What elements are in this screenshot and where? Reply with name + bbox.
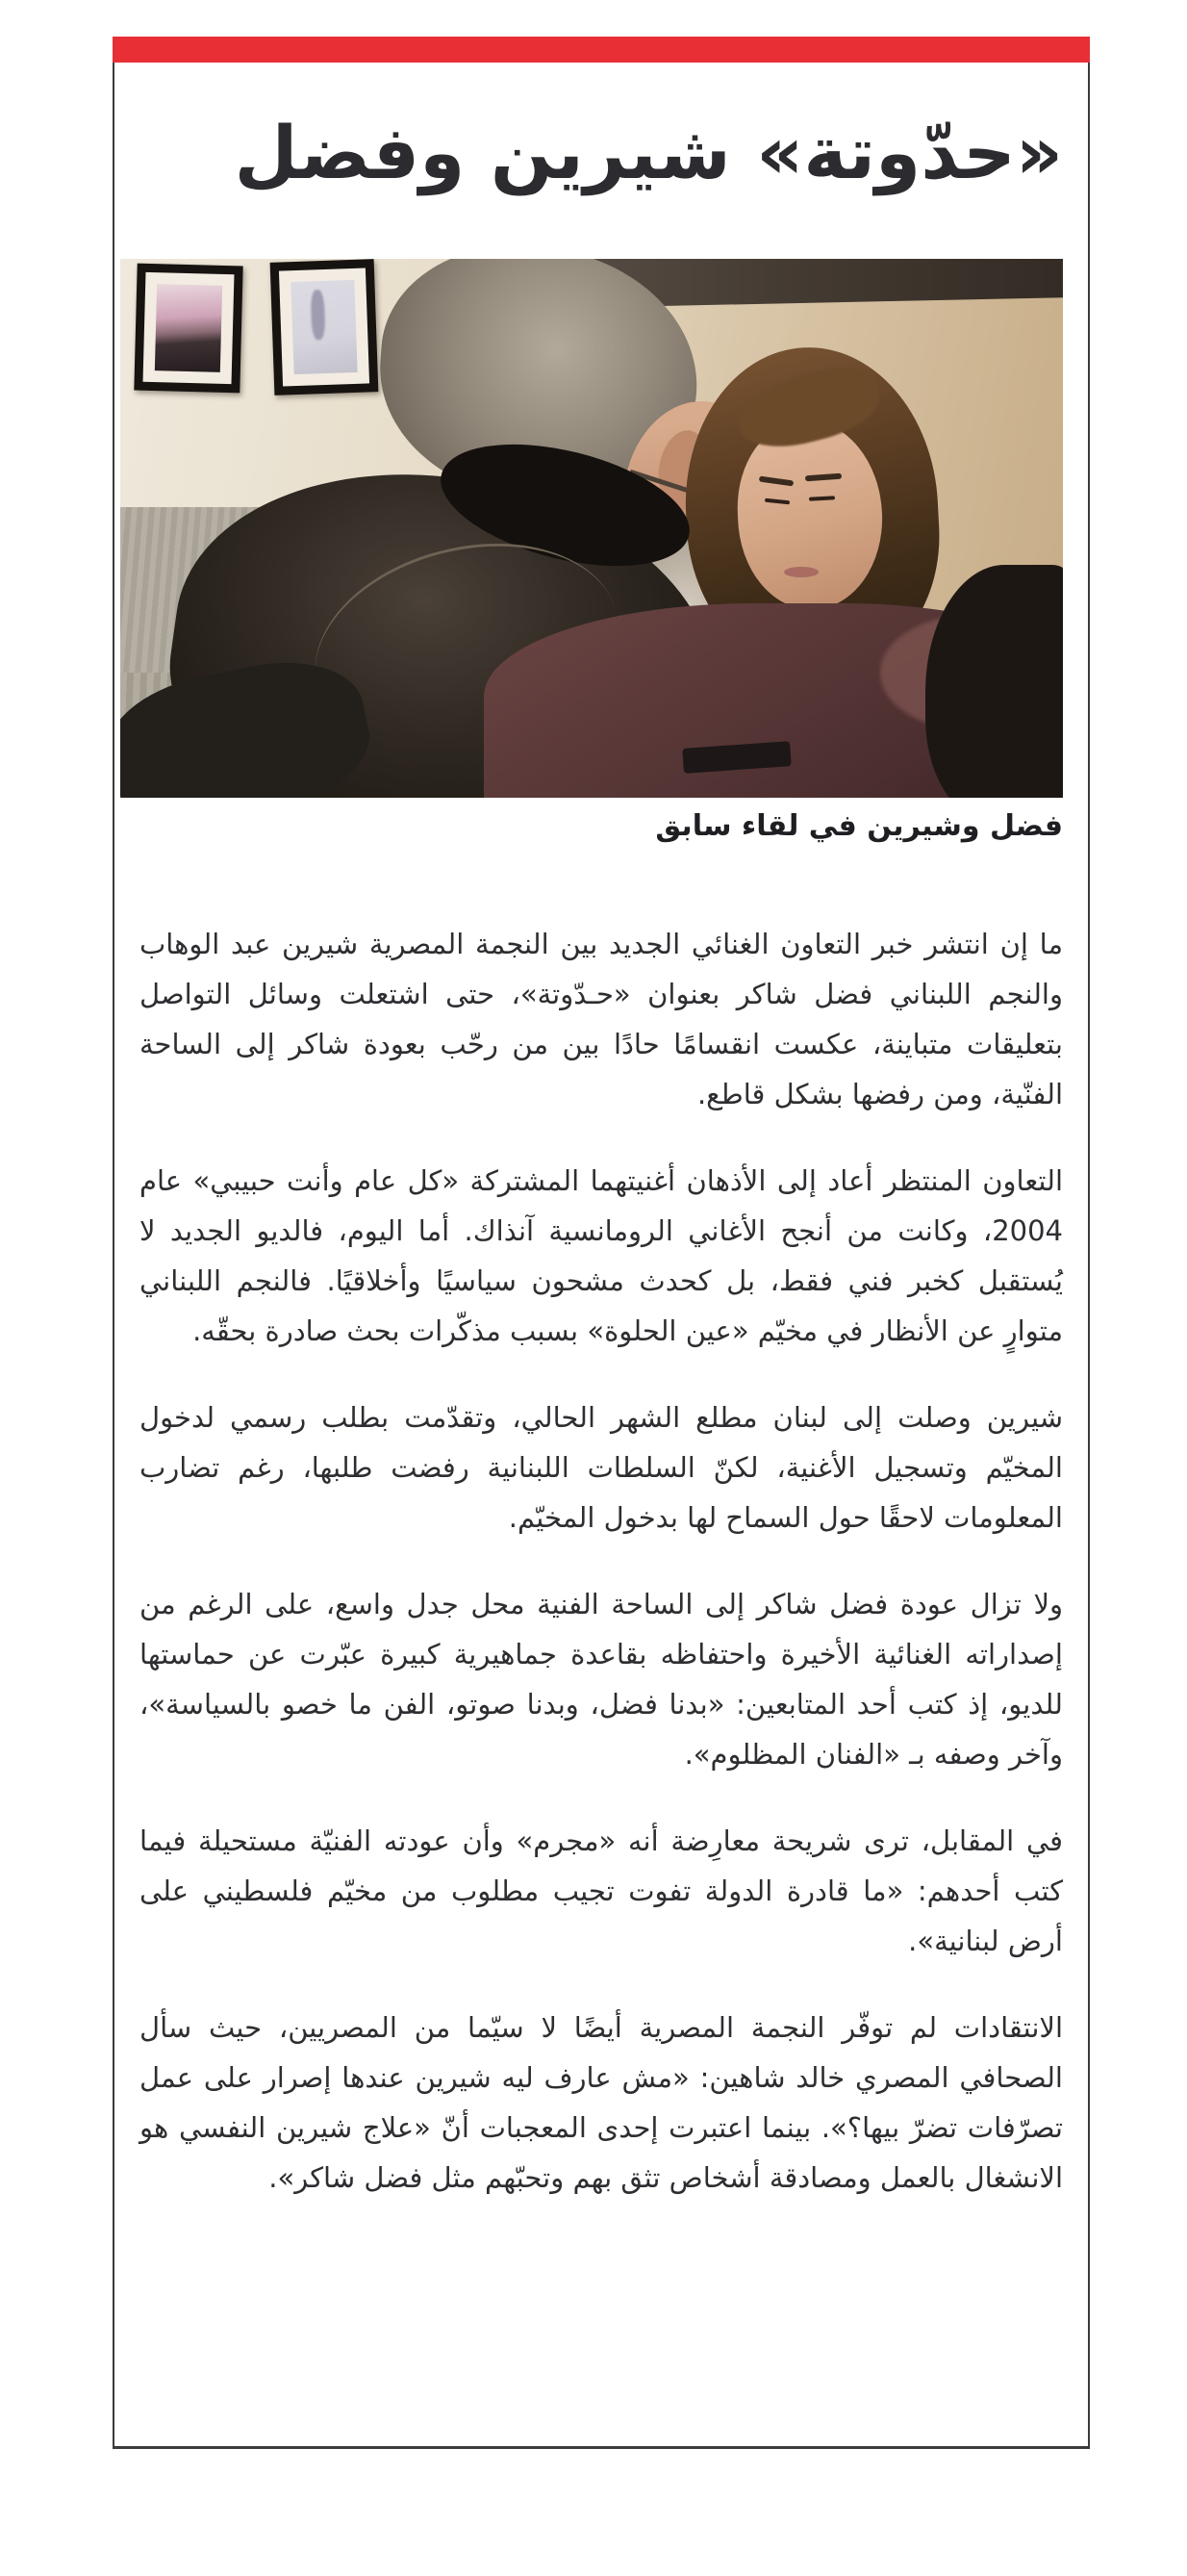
- photo-caption: فضل وشيرين في لقاء سابق: [655, 808, 1063, 843]
- picture-art-mountain: [155, 284, 222, 372]
- top-accent-bar: [113, 37, 1090, 63]
- person-in-black-right: [925, 565, 1063, 798]
- article-paragraph: الانتقادات لم توفّر النجمة المصرية أيضًا لا سيّما من المصريين، حيث سأل الصحافي المصري خالد شاهين: «مش عارف ليه شيرين عندها إصرار على عمل تصرّفات تضرّ بيها؟». بينما اعتبرت إحدى المعجبات أنّ «علاج شيرين النفسي هو الانشغال بالعمل ومصادقة أشخاص تثق بهم وتحبّهم مثل فضل شاكر».: [139, 2011, 1063, 2195]
- article-paragraph: في المقابل، ترى شريحة معارِضة أنه «مجرم» وأن عودته الفنيّة مستحيلة فيما كتب أحدهم: «ما قادرة الدولة تفوت تجيب مطلوب من مخيّم فلسطيني على أرض لبنانية».: [139, 1824, 1063, 1958]
- woman-lips: [784, 567, 819, 577]
- framed-picture-left: [134, 263, 242, 393]
- article-paragraph: التعاون المنتظر أعاد إلى الأذهان أغنيتهما المشتركة «كل عام وأنت حبيبي» عام 2004، وكانت من أنجح الأغاني الرومانسية آنذاك. أما اليوم، فالديو الجديد لا يُستقبل كخبر فني فقط، بل كحدث مشحون سياسيًا وأخلاقيًا. فالنجم اللبناني متوارٍ عن الأنظار في مخيّم «عين الحلوة» بسبب مذكّرات بحث صادرة بحقّه.: [139, 1164, 1063, 1348]
- article-paragraph: شيرين وصلت إلى لبنان مطلع الشهر الحالي، وتقدّمت بطلب رسمي لدخول المخيّم وتسجيل الأغنية، لكنّ السلطات اللبنانية رفضت طلبها، رغم تضارب المعلومات لاحقًا حول السماح لها بدخول المخيّم.: [139, 1401, 1063, 1535]
- article-headline: «حدّوتة» شيرين وفضل: [234, 110, 1063, 195]
- article-paragraph: ولا تزال عودة فضل شاكر إلى الساحة الفنية محل جدل واسع، على الرغم من إصداراته الغنائية الأخيرة واحتفاظه بقاعدة جماهيرية كبيرة عبّرت عن حماستها للديو، إذ كتب أحد المتابعين: «بدنا فضل، وبدنا صوتو، الفن ما خصو بالسياسة»، وآخر وصفه بـ «الفنان المظلوم».: [139, 1588, 1063, 1772]
- article-frame: [113, 37, 1090, 2449]
- article-body: [139, 919, 1063, 2203]
- article-photo: [120, 259, 1063, 798]
- article-paragraph: ما إن انتشر خبر التعاون الغنائي الجديد بين النجمة المصرية شيرين عبد الوهاب والنجم اللبناني فضل شاكر بعنوان «حـدّوتة»، حتى اشتعلت وسائل التواصل بتعليقات متباينة، عكست انقسامًا حادًا بين من رحّب بعودة شاكر إلى الساحة الفنّية، ومن رفضها بشكل قاطع.: [139, 928, 1063, 1111]
- framed-picture-right: [270, 259, 379, 395]
